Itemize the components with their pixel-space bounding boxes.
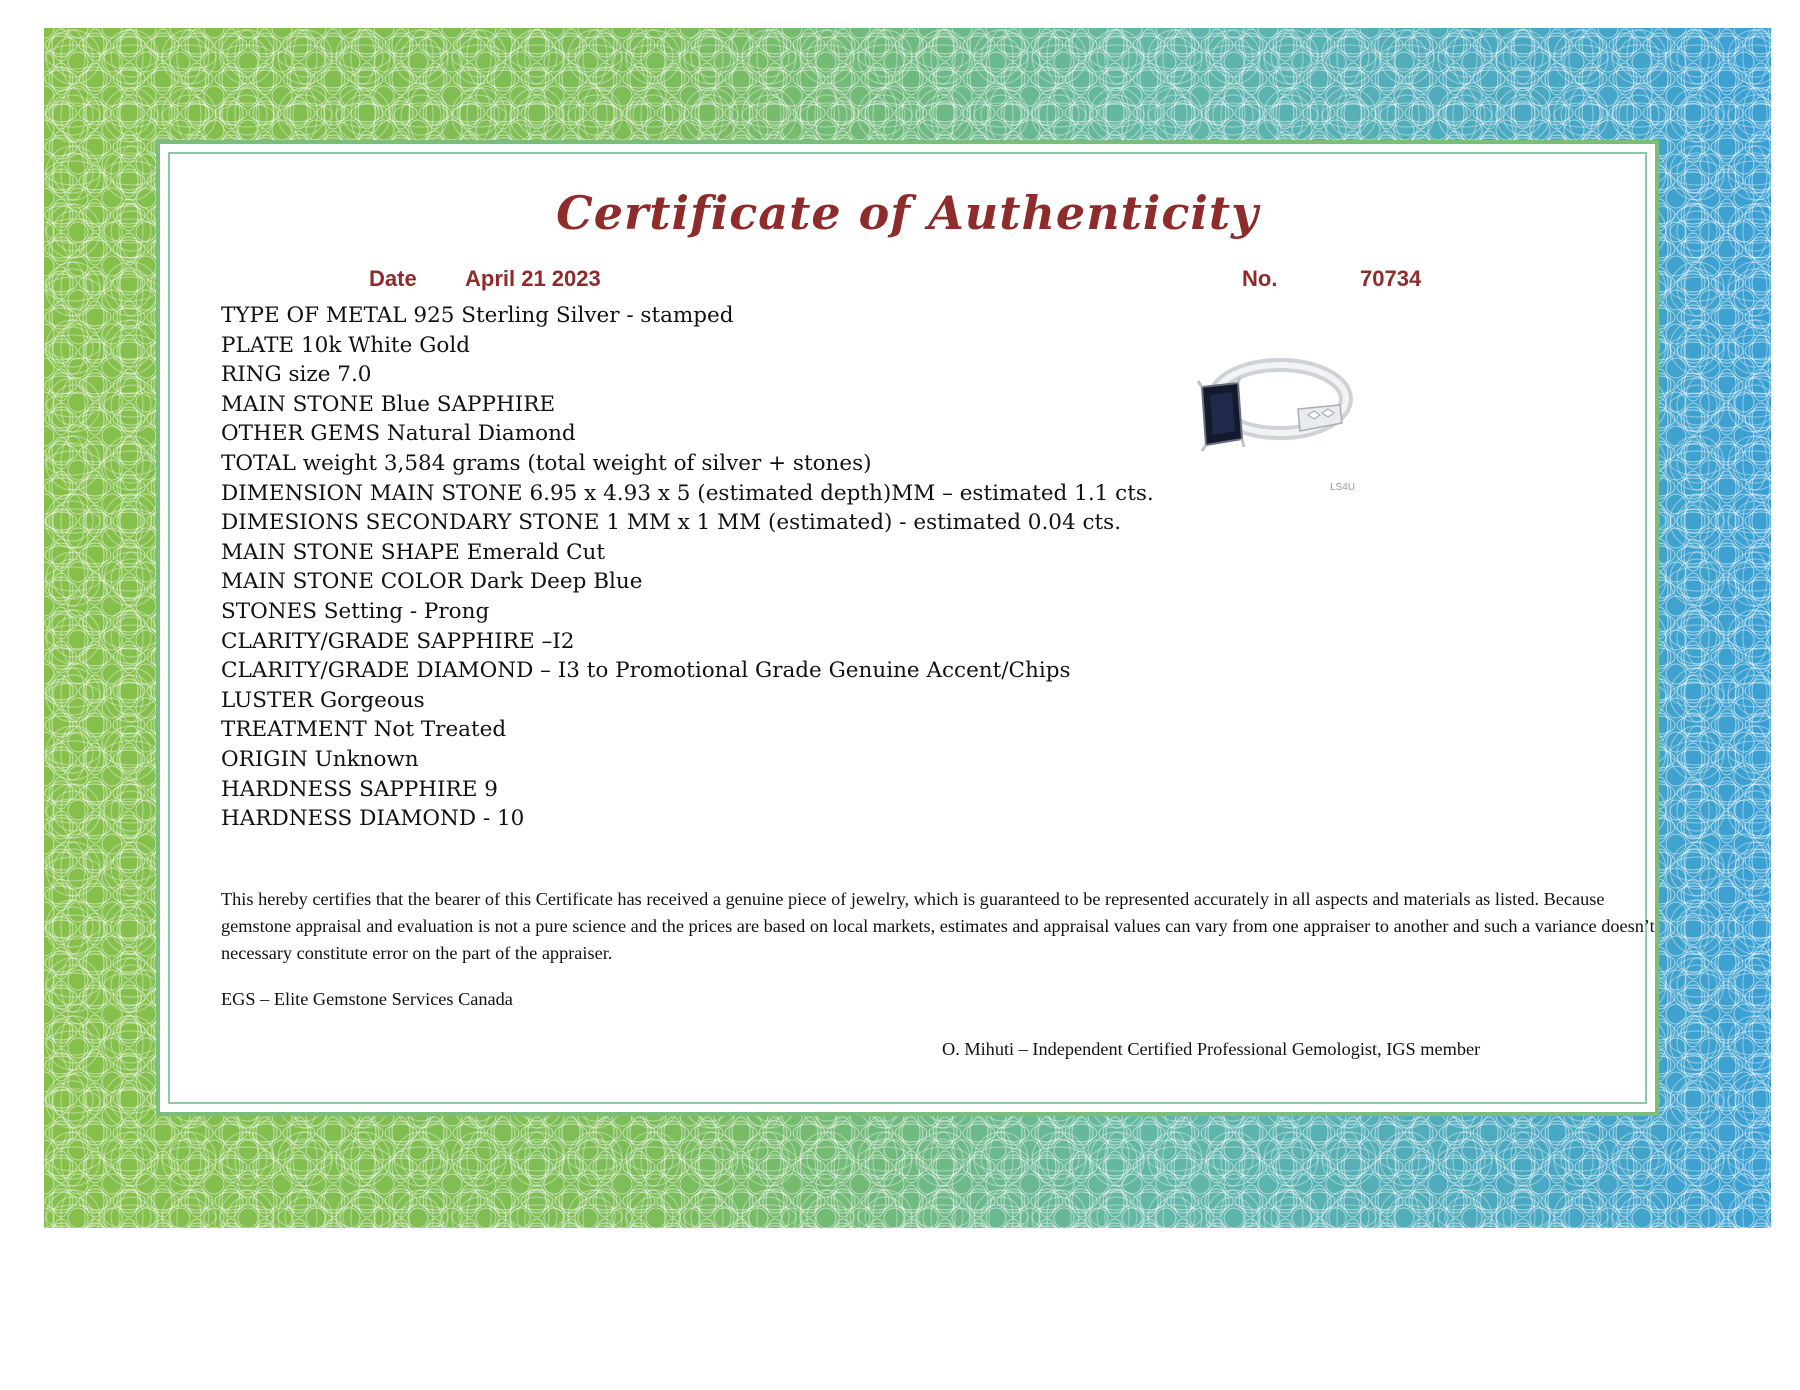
spec-stones-setting: STONES Setting - Prong (221, 598, 490, 624)
spec-clarity-sapphire: CLARITY/GRADE SAPPHIRE –I2 (221, 628, 575, 654)
date-value: April 21 2023 (465, 266, 601, 291)
spec-origin: ORIGIN Unknown (221, 746, 419, 772)
specs-list (221, 301, 1154, 834)
spec-main-stone-shape: MAIN STONE SHAPE Emerald Cut (221, 539, 606, 565)
number-value: 70734 (1360, 266, 1422, 291)
date-label: Date (369, 266, 417, 291)
certificate-panel (156, 140, 1659, 1116)
certification-statement: This hereby certifies that the bearer of this Certificate has received a genuine piece of jewelry, which is guaranteed to be represented accurately in all aspects and materials as listed. Because gemstone appraisal and evaluation is not a pure science and the prices are based on local markets, estimates and appraisal values can vary from one appraiser to another and such a variance doesn’t necessary constitute error on the part of the appraiser. (221, 889, 1655, 963)
spec-main-stone-color: MAIN STONE COLOR Dark Deep Blue (221, 569, 643, 595)
sapphire-stone-icon (1198, 377, 1244, 451)
certificate-title: Certificate of Authenticity (556, 186, 1259, 240)
number-label: No. (1242, 266, 1278, 291)
spec-luster: LUSTER Gorgeous (221, 687, 425, 713)
spec-ring-size: RING size 7.0 (221, 362, 372, 388)
spec-type-of-metal: TYPE OF METAL 925 Sterling Silver - stamped (221, 303, 734, 328)
spec-hardness-diamond: HARDNESS DIAMOND - 10 (221, 806, 525, 832)
spec-main-stone: MAIN STONE Blue SAPPHIRE (221, 391, 556, 417)
spec-plate: PLATE 10k White Gold (221, 332, 470, 358)
spec-other-gems: OTHER GEMS Natural Diamond (221, 421, 576, 447)
ring-photo (1180, 339, 1370, 479)
photo-watermark: LS4U (1330, 482, 1356, 493)
spec-hardness-sapphire: HARDNESS SAPPHIRE 9 (221, 776, 498, 802)
issuer-name: EGS – Elite Gemstone Services Canada (221, 989, 513, 1009)
spec-clarity-diamond: CLARITY/GRADE DIAMOND – I3 to Promotional Grade Genuine Accent/Chips (221, 658, 1071, 684)
signatory-line: O. Mihuti – Independent Certified Professional Gemologist, IGS member (942, 1039, 1481, 1059)
spec-dimension-main-stone: DIMENSION MAIN STONE 6.95 x 4.93 x 5 (estimated depth)MM – estimated 1.1 cts. (221, 480, 1154, 506)
spec-dimensions-secondary: DIMESIONS SECONDARY STONE 1 MM x 1 MM (estimated) - estimated 0.04 cts. (221, 510, 1122, 536)
spec-total-weight: TOTAL weight 3,584 grams (total weight of silver + stones) (221, 450, 872, 476)
guilloche-border (44, 28, 1771, 1228)
spec-treatment: TREATMENT Not Treated (221, 717, 507, 743)
